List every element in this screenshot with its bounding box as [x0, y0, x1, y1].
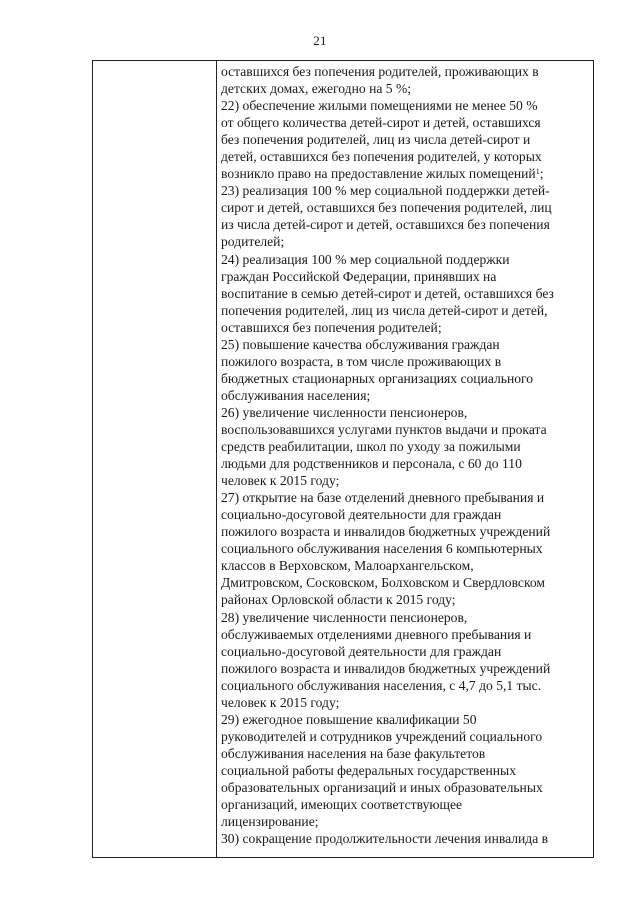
- text-line: образовательных организаций и иных образовательных: [221, 779, 543, 795]
- text-line: социального обслуживания населения, с 4,7 до 5,1 тыс.: [221, 677, 542, 693]
- text-line: возникло право на предоставление жилых помещений: [221, 166, 536, 182]
- text-line: обслуживания населения;: [221, 387, 371, 403]
- text-line: 27) открытие на базе отделений дневного пребывания и: [221, 490, 545, 506]
- text-line: 24) реализация 100 % мер социальной поддержки: [221, 251, 510, 267]
- text-line: лицензирование;: [221, 814, 319, 830]
- text-line: 28) увеличение численности пенсионеров,: [221, 609, 468, 625]
- table-column-divider: [216, 60, 217, 858]
- text-line: сирот и детей, оставшихся без попечения родителей, лиц: [221, 200, 552, 216]
- text-line: 25) повышение качества обслуживания граждан: [221, 336, 500, 352]
- text-line: организаций, имеющих соответствующее: [221, 797, 463, 813]
- text-line: социально-досуговой деятельности для граждан: [221, 507, 502, 523]
- text-line: классов в Верховском, Малоархангельском,: [221, 558, 474, 574]
- text-line: воспитание в семью детей-сирот и детей, оставшихся без: [221, 285, 554, 301]
- text-line: бюджетных стационарных организациях социального: [221, 370, 534, 386]
- text-line: обслуживаемых отделениями дневного пребывания и: [221, 626, 532, 642]
- text-line: родителей;: [221, 234, 285, 250]
- page-number: 21: [313, 33, 327, 48]
- text-line: социальной работы федеральных государственных: [221, 762, 516, 778]
- text-line: средств реабилитации, школ по уходу за пожилыми: [221, 439, 521, 455]
- text-line: пожилого возраста и инвалидов бюджетных учреждений: [221, 660, 551, 676]
- text-line: оставшихся без попечения родителей;: [221, 319, 442, 335]
- text-line: пожилого возраста, в том числе проживающих в: [221, 353, 502, 369]
- text-line: Дмитровском, Сосковском, Болховском и Свердловском: [221, 575, 546, 591]
- text-line: воспользовавшихся услугами пунктов выдачи и проката: [221, 421, 547, 437]
- text-line: детей, оставшихся без попечения родителей, у которых: [221, 149, 542, 165]
- text-line: 26) увеличение численности пенсионеров,: [221, 404, 468, 420]
- text-line: человек к 2015 году;: [221, 473, 340, 489]
- text-line: социально-досуговой деятельности для граждан: [221, 643, 502, 659]
- text-line: без попечения родителей, лиц из числа детей-сирот и: [221, 132, 531, 148]
- text-line: из числа детей-сирот и детей, оставшихся без попечения: [221, 217, 550, 233]
- text-line: пожилого возраста и инвалидов бюджетных учреждений: [221, 524, 551, 540]
- footnote-mark: 1: [535, 167, 540, 177]
- text-line: людьми для родственников и персонала, с 60 до 110: [221, 456, 522, 472]
- text-line: 22) обеспечение жилыми помещениями не менее 50 %: [221, 98, 538, 114]
- text-line-with-footnote: [221, 165, 589, 182]
- text-line: социального обслуживания населения 6 компьютерных: [221, 541, 543, 557]
- text-line: от общего количества детей-сирот и детей, оставшихся: [221, 115, 541, 131]
- footnote-suffix: ;: [539, 166, 544, 182]
- text-line: детских домах, ежегодно на 5 %;: [221, 81, 412, 97]
- text-line: 23) реализация 100 % мер социальной поддержки детей-: [221, 183, 550, 199]
- table-text-cell: [221, 63, 589, 847]
- text-line: человек к 2015 году;: [221, 694, 340, 710]
- text-line: 29) ежегодное повышение квалификации 50: [221, 711, 477, 727]
- text-line: граждан Российской Федерации, принявших на: [221, 268, 497, 284]
- text-line: руководителей и сотрудников учреждений социального: [221, 728, 543, 744]
- text-line: 30) сокращение продолжительности лечения инвалида в: [221, 831, 549, 847]
- text-line: оставшихся без попечения родителей, проживающих в: [221, 64, 539, 79]
- text-line: районах Орловской области к 2015 году;: [221, 592, 456, 608]
- text-line: обслуживания населения на базе факультетов: [221, 745, 486, 761]
- text-line: попечения родителей, лиц из числа детей-сирот и детей,: [221, 302, 548, 318]
